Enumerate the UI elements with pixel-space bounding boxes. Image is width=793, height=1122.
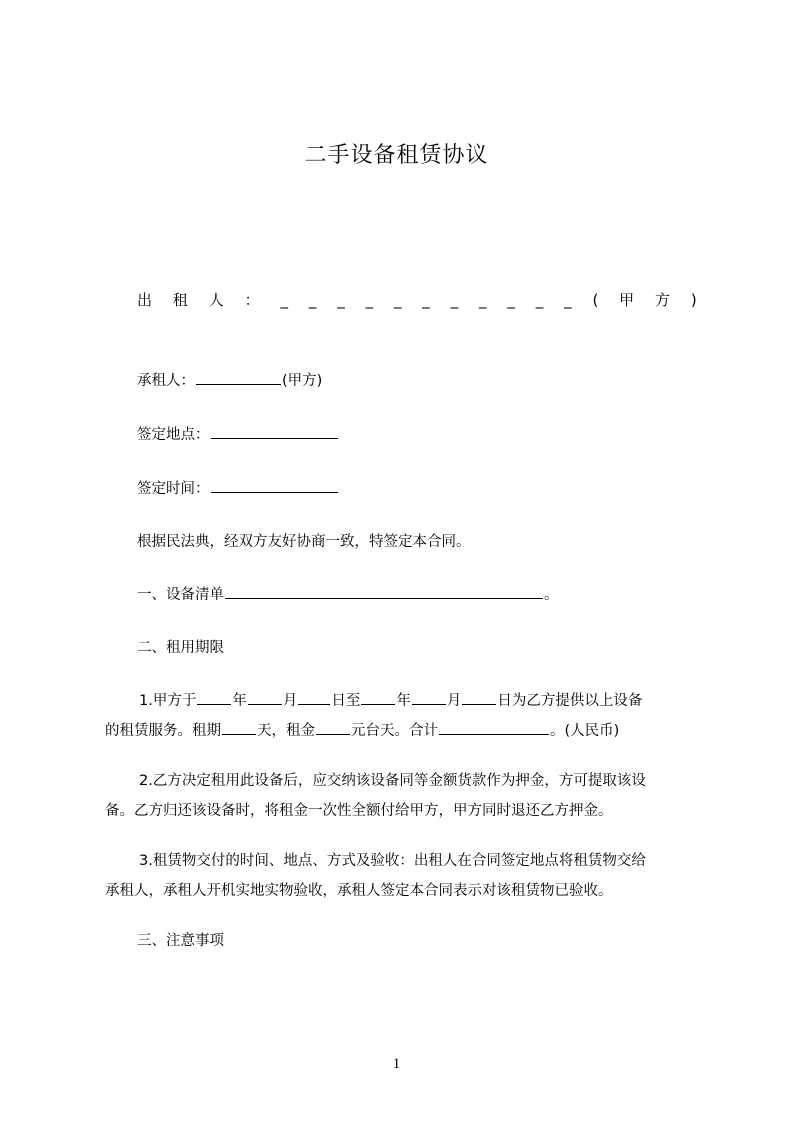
lessor-char: ： xyxy=(244,291,260,309)
lessor-char: 甲 xyxy=(619,291,635,309)
lessor-char: _ xyxy=(507,291,515,309)
sign-time-blank[interactable] xyxy=(211,478,338,493)
p1-year1: 年 xyxy=(232,693,247,709)
section1-line xyxy=(137,584,559,606)
p1-text-a: 甲方于 xyxy=(152,693,197,709)
lessor-char: _ xyxy=(422,291,430,309)
start-year-blank[interactable] xyxy=(197,690,231,705)
lessor-char: 方 xyxy=(655,291,671,309)
end-day-blank[interactable] xyxy=(462,690,496,705)
end-year-blank[interactable] xyxy=(361,690,395,705)
daily-rent-blank[interactable] xyxy=(316,720,350,735)
lessor-char: _ xyxy=(535,291,544,309)
lessor-line xyxy=(137,289,697,311)
equipment-list-blank[interactable] xyxy=(225,584,543,599)
paragraph-2 xyxy=(105,766,700,826)
p1-year2: 年 xyxy=(396,693,411,709)
intro-text: 根据民法典，经双方友好协商一致，特签定本合同。 xyxy=(137,534,471,550)
p1-day-to: 日至 xyxy=(331,693,361,709)
lessor-char: 租 xyxy=(172,291,188,309)
rental-days-blank[interactable] xyxy=(222,720,256,735)
p1-month2: 月 xyxy=(446,693,462,709)
sign-place-blank[interactable] xyxy=(211,424,338,439)
section1-label: 一、设备清单 xyxy=(137,587,224,603)
lessor-char: 人 xyxy=(208,291,224,309)
paragraph-1 xyxy=(105,686,700,746)
paragraph-3-line-2: 承租人，承租人开机实地实物验收，承租人签定本合同表示对该租赁物已验收。 xyxy=(105,883,613,899)
p1-month1: 月 xyxy=(282,693,298,709)
p1-rmb: 。(人民币) xyxy=(550,723,620,739)
lessee-line xyxy=(137,370,322,392)
lessor-char: _ xyxy=(308,291,317,309)
p1-rest1: 日为乙方提供以上设备 xyxy=(497,693,643,709)
start-month-blank[interactable] xyxy=(248,690,282,705)
paragraph-2-line-2: 备。乙方归还该设备时，将租金一次性全额付给甲方，甲方同时退还乙方押金。 xyxy=(105,803,613,819)
lessor-char: _ xyxy=(365,291,374,309)
sign-time-label: 签定时间： xyxy=(137,481,210,497)
sign-time-line xyxy=(137,478,339,500)
paragraph-2-line-1: 2.乙方决定租用此设备后，应交纳该设备同等金额货款作为押金，方可提取该设 xyxy=(139,773,646,789)
lessee-suffix: (甲方) xyxy=(282,373,323,389)
total-amount-blank[interactable] xyxy=(439,720,549,735)
lessor-char: _ xyxy=(479,291,487,309)
page-number: 1 xyxy=(392,1056,401,1072)
p1-per-day: 元台天。合计 xyxy=(351,723,438,739)
paragraph-1-line-1 xyxy=(105,686,700,716)
lessor-char: _ xyxy=(564,291,572,309)
lessor-char: ) xyxy=(690,291,697,309)
lessee-label: 承租人： xyxy=(137,373,195,389)
lessor-char: _ xyxy=(280,291,288,309)
paragraph-3 xyxy=(105,846,700,906)
lessor-char: _ xyxy=(337,291,345,309)
section3-title: 三、注意事项 xyxy=(137,933,224,949)
lessor-char: _ xyxy=(393,291,402,309)
paragraph-3-line-1: 3.租赁物交付的时间、地点、方式及验收：出租人在合同签定地点将租赁物交给 xyxy=(139,853,646,869)
p1-days: 天，租金 xyxy=(257,723,315,739)
sign-place-line xyxy=(137,424,339,446)
paragraph-1-line-2 xyxy=(105,716,700,746)
sign-place-label: 签定地点： xyxy=(137,427,210,443)
lessor-char: ( xyxy=(592,291,599,309)
lessor-char: 出 xyxy=(137,291,153,309)
lessee-blank[interactable] xyxy=(196,370,281,385)
lessor-char: _ xyxy=(450,291,459,309)
p1-num: 1. xyxy=(139,693,153,709)
document-title: 二手设备租赁协议 xyxy=(304,143,489,168)
p1-line2-a: 的租赁服务。租期 xyxy=(105,723,221,739)
section1-end: 。 xyxy=(544,587,559,603)
start-day-blank[interactable] xyxy=(298,690,330,705)
end-month-blank[interactable] xyxy=(412,690,446,705)
section2-title: 二、租用期限 xyxy=(137,640,224,656)
